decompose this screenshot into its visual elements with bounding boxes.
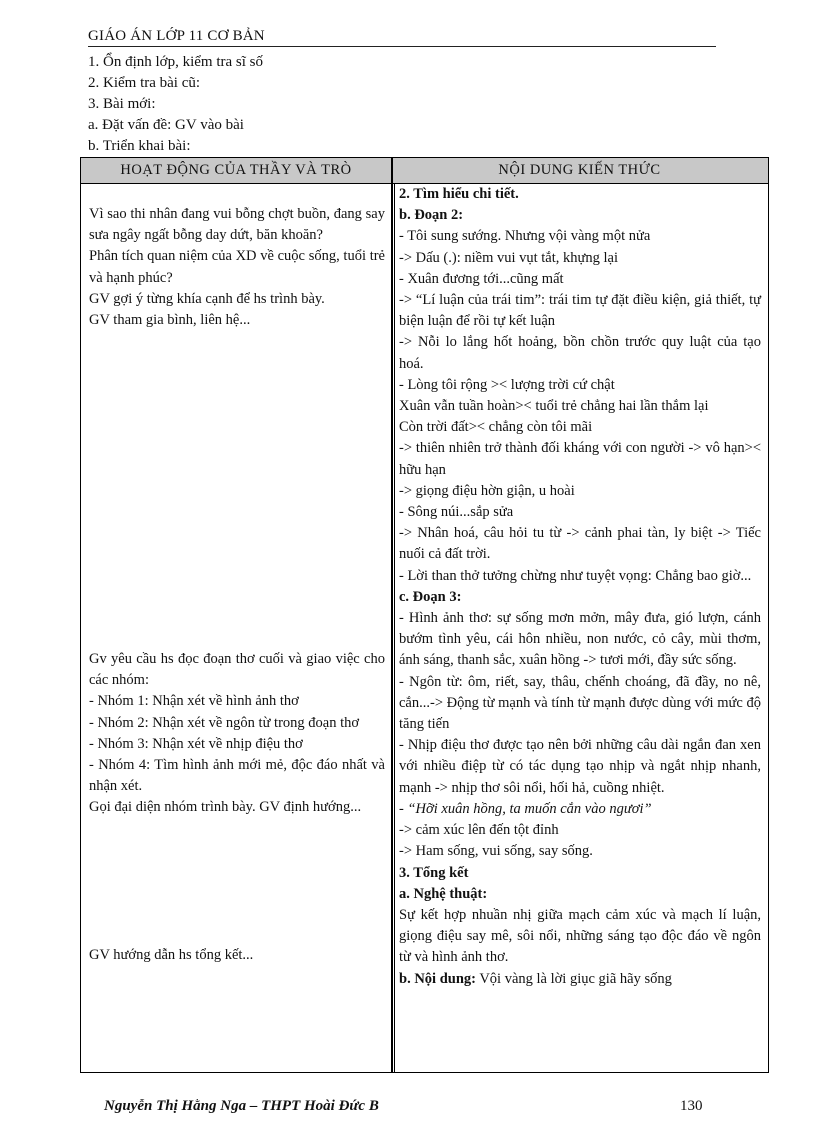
content-line: - Nhịp điệu thơ được tạo nên bởi những câu dài ngắn đan xen với nhiều điệp từ có tác dụng tạo nhịp và ngắt nhịp nhanh, mạnh -> nhịp thơ sôi nổi, hối hả, cuồng nhiệt.: [399, 737, 761, 796]
column-divider-inner: [394, 184, 395, 1072]
content-line: -> giọng điệu hờn giận, u hoài: [399, 482, 575, 499]
content-line: - Lời than thở tưởng chừng như tuyệt vọng: Chẳng bao giờ...: [399, 567, 752, 584]
subsection-title: a. Nghệ thuật:: [399, 885, 488, 902]
table-header-row: [81, 158, 768, 184]
lesson-intro: [88, 52, 263, 157]
left-text: GV hướng dẫn hs tổng kết...: [89, 947, 254, 963]
content-line: -> “Lí luận của trái tim”: trái tim tự đặt điều kiện, giả thiết, tự biện luận để rồi tự kết luận: [399, 292, 761, 330]
col-header-activities: HOẠT ĐỘNG CỦA THẦY VÀ TRÒ: [120, 162, 352, 178]
intro-line: 1. Ổn định lớp, kiểm tra sĩ số: [88, 54, 264, 70]
left-block-2: [89, 649, 385, 819]
content-line: - Sông núi...sắp sửa: [399, 504, 514, 521]
left-block-3: [89, 945, 385, 966]
column-divider: [391, 158, 393, 1072]
content-line: Còn trời đất>< chẳng còn tôi mãi: [399, 419, 593, 436]
subsection-label: b. Nội dung:: [399, 970, 476, 987]
left-text: - Nhóm 1: Nhận xét về hình ảnh thơ: [89, 693, 299, 710]
content-line: Xuân vẫn tuần hoàn>< tuổi trẻ chẳng hai lần thắm lại: [399, 398, 709, 415]
left-text: - Nhóm 2: Nhận xét về ngôn từ trong đoạn thơ: [89, 714, 360, 731]
content-line: - Xuân đương tới...cũng mất: [399, 270, 564, 287]
content-line: -> Nỗi lo lắng hốt hoảng, bồn chồn trước quy luật của tạo hoá.: [399, 334, 761, 372]
left-text: GV tham gia bình, liên hệ...: [89, 312, 251, 329]
left-text: - Nhóm 3: Nhận xét về nhịp điệu thơ: [89, 735, 303, 752]
content-line: - Tôi sung sướng. Nhưng vội vàng một nửa: [399, 228, 651, 245]
content-line: -> Dấu (.): niềm vui vụt tắt, khựng lại: [399, 249, 618, 266]
poem-quote: - “Hỡi xuân hồng, ta muốn cắn vào ngươi”: [399, 800, 652, 817]
intro-line: a. Đặt vấn đề: GV vào bài: [88, 117, 244, 133]
content-line: - Lòng tôi rộng >< lượng trời cứ chật: [399, 376, 615, 393]
subsection-title: c. Đoạn 3:: [399, 588, 462, 605]
left-block-1: [89, 204, 385, 331]
left-text: - Nhóm 4: Tìm hình ảnh mới mẻ, độc đáo nhất và nhận xét.: [89, 757, 385, 795]
page-number: 130: [680, 1098, 703, 1114]
left-text: Phân tích quan niệm của XD về cuộc sống, tuổi trẻ và hạnh phúc?: [89, 248, 385, 286]
intro-line: 2. Kiểm tra bài cũ:: [88, 75, 201, 91]
left-text: GV gợi ý từng khía cạnh để hs trình bày.: [89, 290, 325, 307]
left-text: Gọi đại diện nhóm trình bày. GV định hướng...: [89, 799, 362, 816]
content-text: Vội vàng là lời giục giã hãy sống: [475, 970, 672, 987]
footer-author: Nguyễn Thị Hằng Nga – THPT Hoài Đức B: [104, 1098, 379, 1114]
content-line: [399, 969, 761, 990]
lesson-table: [80, 157, 769, 1073]
subsection-title: b. Đoạn 2:: [399, 207, 464, 224]
content-line: Sự kết hợp nhuần nhị giữa mạch cảm xúc và mạch lí luận, giọng điệu say mê, sôi nổi, những sáng tạo độc đáo về ngôn từ và hình ảnh thơ.: [399, 906, 761, 966]
content-line: -> Nhân hoá, câu hỏi tu từ -> cảnh phai tàn, ly biệt -> Tiếc nuối cả đất trời.: [399, 525, 761, 563]
left-text: Vì sao thi nhân đang vui bỗng chợt buồn, đang say sưa ngây ngất bỗng day dứt, băn khoăn?: [89, 206, 385, 244]
content-line: -> Ham sống, vui sống, say sống.: [399, 843, 593, 860]
section-title: 3. Tổng kết: [399, 864, 469, 881]
intro-line: 3. Bài mới:: [88, 96, 156, 112]
content-line: -> thiên nhiên trở thành đối kháng với con người -> vô hạn>< hữu hạn: [399, 440, 761, 478]
document-header: GIÁO ÁN LỚP 11 CƠ BẢN: [88, 28, 716, 47]
section-title: 2. Tìm hiểu chi tiết.: [399, 186, 519, 202]
intro-line: b. Triển khai bài:: [88, 138, 191, 154]
content-line: -> cảm xúc lên đến tột đỉnh: [399, 822, 559, 839]
content-line: - Hình ảnh thơ: sự sống mơn mởn, mây đưa, gió lượn, cánh bướm tình yêu, cái hôn nhiều, non nước, cỏ cây, mùi thơm, ánh sáng, thanh sắc, xuân hồng -> tươi mới, đầy sức sống.: [399, 610, 761, 669]
left-text: Gv yêu cầu hs đọc đoạn thơ cuối và giao việc cho các nhóm:: [89, 651, 385, 689]
right-content: [399, 184, 761, 990]
content-line: - Ngôn từ: ôm, riết, say, thâu, chếnh choáng, đã đầy, no nê, cắn...-> Động từ mạnh và tính từ mạnh được dùng với mức độ tăng tiến: [399, 673, 761, 733]
col-header-content: NỘI DUNG KIẾN THỨC: [498, 162, 661, 178]
